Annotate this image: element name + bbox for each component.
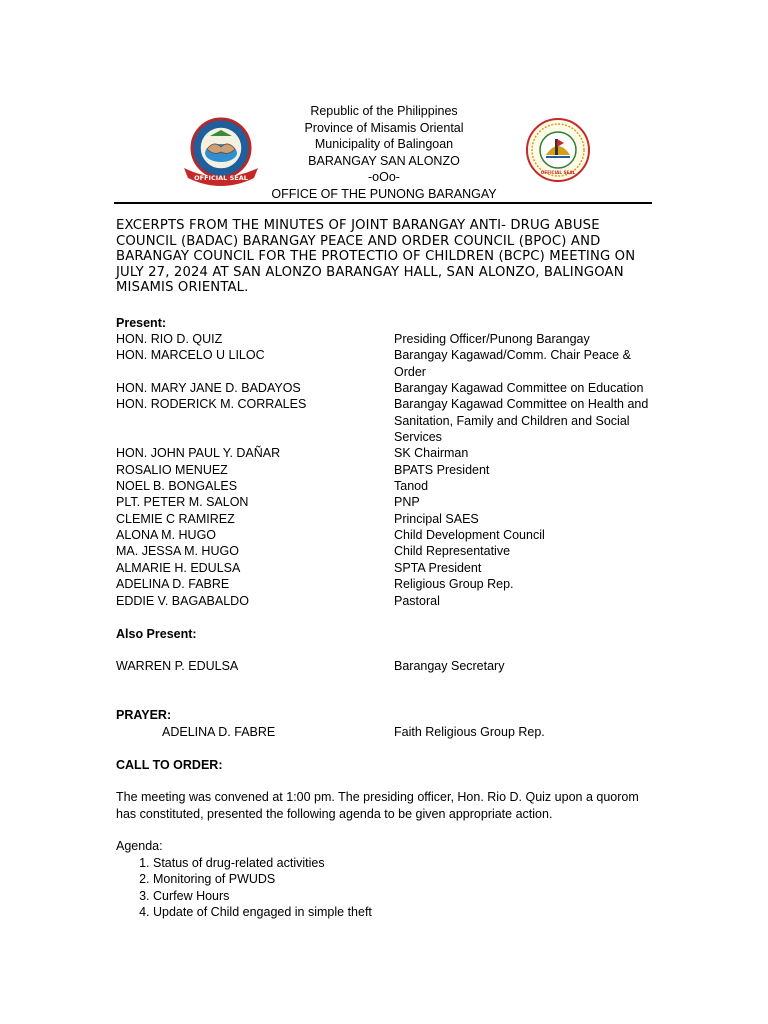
attendee-row bbox=[116, 462, 661, 478]
attendee-row bbox=[116, 380, 661, 396]
attendee-name: PLT. PETER M. SALON bbox=[116, 495, 249, 510]
letterhead bbox=[250, 103, 518, 203]
prayer-leader-name: ADELINA D. FABRE bbox=[162, 725, 276, 739]
letterhead-line-barangay: BARANGAY SAN ALONZO bbox=[308, 153, 460, 168]
attendee-name: ADELINA D. FABRE bbox=[116, 577, 230, 592]
header-divider bbox=[114, 202, 652, 204]
letterhead-line-republic: Republic of the Philippines bbox=[310, 104, 458, 118]
attendee-position: Tanod bbox=[394, 479, 429, 494]
prayer-label: PRAYER: bbox=[116, 708, 172, 722]
attendee-position: BPATS President bbox=[394, 462, 490, 477]
attendee-row bbox=[116, 396, 661, 445]
prayer-leader-position: Faith Religious Group Rep. bbox=[394, 725, 545, 739]
agenda-section bbox=[116, 838, 656, 921]
attendee-name: HON. RODERICK M. CORRALES bbox=[116, 397, 307, 412]
document-title: EXCERPTS FROM THE MINUTES OF JOINT BARANGAY ANTI- DRUG ABUSE COUNCIL (BADAC) BARANGAY PEACE AND ORDER COUNCIL (BPOC) AND BARANGAY COUNCIL FOR THE PROTECTIO OF CHILDREN (BCPC) MEETING ON JULY 27, 2024 AT SAN ALONZO BARANGAY HALL, SAN ALONZO, BALINGOAN MISAMIS ORIENTAL. bbox=[116, 218, 636, 296]
attendee-position: Barangay Kagawad/Comm. Chair Peace & Order bbox=[394, 348, 631, 379]
attendee-name: ALONA M. HUGO bbox=[116, 528, 217, 543]
also-present-label: Also Present: bbox=[116, 627, 197, 641]
letterhead-line-province: Province of Misamis Oriental bbox=[304, 120, 464, 135]
svg-text:OFFICIAL SEAL: OFFICIAL SEAL bbox=[540, 170, 576, 175]
attendee-row bbox=[116, 511, 661, 527]
attendee-name: MA. JESSA M. HUGO bbox=[116, 544, 239, 559]
agenda-item: 2. Monitoring of PWUDS bbox=[153, 871, 656, 888]
secretary-position: Barangay Secretary bbox=[394, 659, 505, 673]
attendee-row bbox=[116, 494, 661, 510]
agenda-item: 3. Curfew Hours bbox=[153, 888, 656, 905]
attendee-row bbox=[116, 478, 661, 494]
agenda-list bbox=[116, 855, 656, 921]
present-label: Present: bbox=[116, 316, 167, 330]
attendee-name: CLEMIE C RAMIREZ bbox=[116, 511, 235, 526]
call-to-order-paragraph: The meeting was convened at 1:00 pm. The presiding officer, Hon. Rio D. Quiz upon a quorom has constituted, presented the following agenda to be given appropriate action. bbox=[116, 790, 639, 821]
attendee-position: Pastoral bbox=[394, 593, 440, 608]
municipal-official-seal-right bbox=[524, 117, 592, 183]
attendee-name: HON. RIO D. QUIZ bbox=[116, 332, 223, 346]
attendee-position: Presiding Officer/Punong Barangay bbox=[394, 332, 590, 346]
attendee-position: PNP bbox=[394, 495, 420, 510]
attendee-row bbox=[116, 543, 661, 559]
letterhead-line-separator: -oOo- bbox=[368, 170, 400, 185]
attendee-row bbox=[116, 527, 661, 543]
attendee-position: Child Representative bbox=[394, 544, 511, 559]
attendee-name: ROSALIO MENUEZ bbox=[116, 462, 228, 477]
agenda-item: 4. Update of Child engaged in simple theft bbox=[153, 904, 656, 921]
attendee-position: Barangay Kagawad Committee on Education bbox=[394, 381, 644, 396]
agenda-item: 1. Status of drug-related activities bbox=[153, 855, 656, 872]
attendance-roster bbox=[116, 331, 661, 609]
agenda-label: Agenda: bbox=[116, 839, 163, 853]
attendee-position: Barangay Kagawad Committee on Health and Sanitation, Family and Children and Social Services bbox=[394, 397, 649, 445]
svg-text:OFFICIAL SEAL: OFFICIAL SEAL bbox=[194, 174, 248, 182]
attendee-name: HON. JOHN PAUL Y. DAÑAR bbox=[116, 446, 281, 461]
attendee-name: NOEL B. BONGALES bbox=[116, 479, 238, 494]
attendee-row bbox=[116, 560, 661, 576]
letterhead-line-municipality: Municipality of Balingoan bbox=[314, 137, 454, 152]
call-to-order-label: CALL TO ORDER: bbox=[116, 758, 223, 772]
attendee-name: HON. MARCELO U LILOC bbox=[116, 348, 265, 363]
attendee-position: Religious Group Rep. bbox=[394, 577, 514, 592]
attendee-row bbox=[116, 331, 661, 347]
attendee-position: SK Chairman bbox=[394, 446, 469, 461]
attendee-name: ALMARIE H. EDULSA bbox=[116, 560, 241, 575]
attendee-position: SPTA President bbox=[394, 560, 482, 575]
attendee-row bbox=[116, 445, 661, 461]
attendee-name: EDDIE V. BAGABALDO bbox=[116, 593, 249, 608]
attendee-name: HON. MARY JANE D. BADAYOS bbox=[116, 381, 301, 396]
attendee-position: Child Development Council bbox=[394, 528, 545, 543]
attendee-row bbox=[116, 593, 661, 609]
attendee-position: Principal SAES bbox=[394, 511, 479, 526]
letterhead-line-office: OFFICE OF THE PUNONG BARANGAY bbox=[271, 186, 497, 201]
secretary-name: WARREN P. EDULSA bbox=[116, 659, 239, 673]
attendee-row bbox=[116, 347, 661, 380]
attendee-row bbox=[116, 576, 661, 592]
